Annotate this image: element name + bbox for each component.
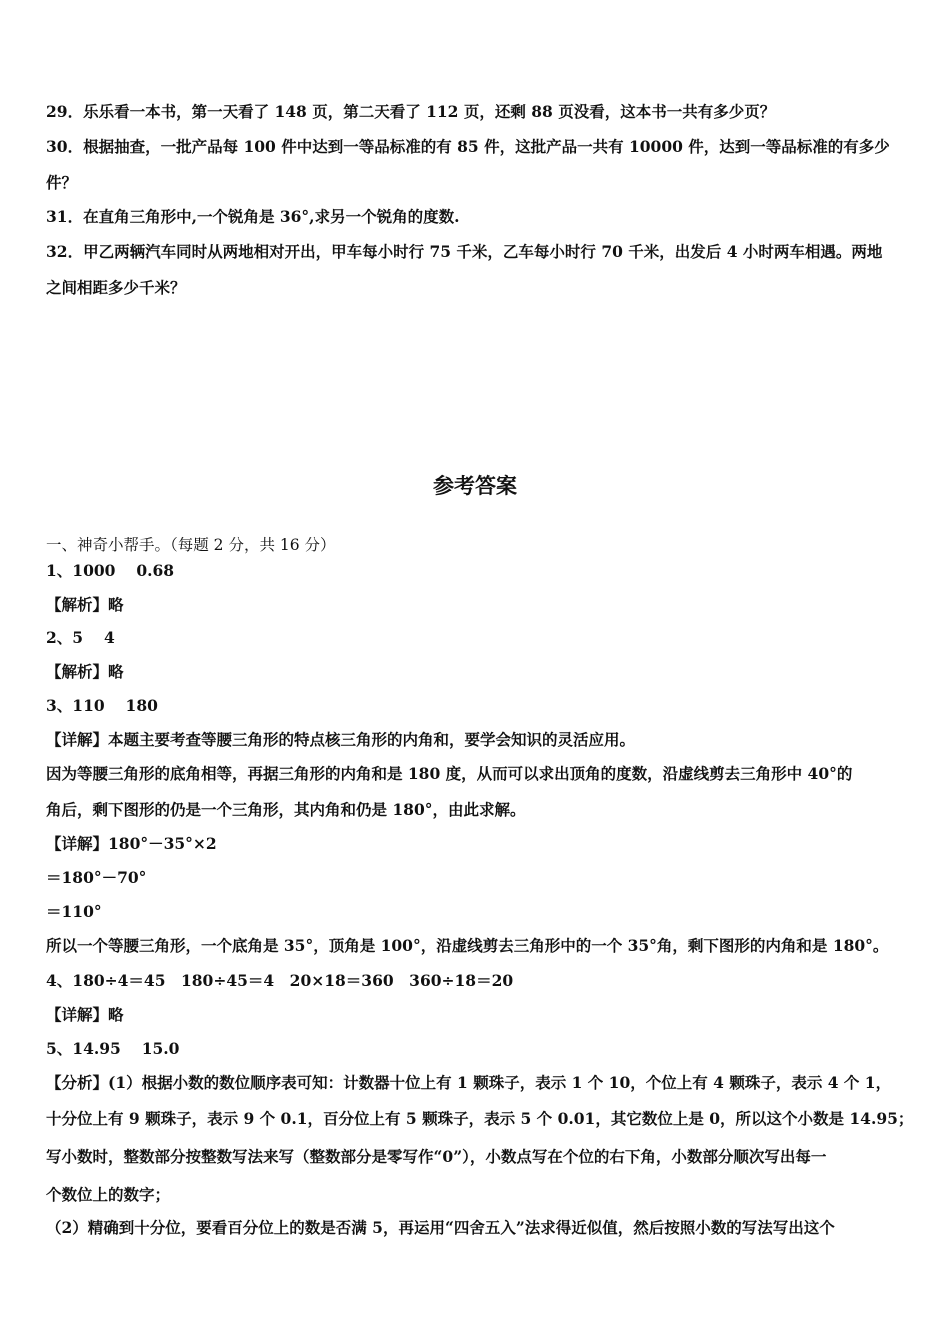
answer-5: 5、14.95 15.0 <box>46 1039 180 1058</box>
question-30: 30．根据抽查，一批产品每 100 件中达到一等品标准的有 85 件，这批产品一共有 10000 件，达到一等品标准的有多少 <box>46 137 890 156</box>
answer-4: 4、180÷4＝45 180÷45＝4 20×18＝360 360÷18＝20 <box>46 971 514 990</box>
answer-title: 参考答案 <box>433 473 517 498</box>
detail-3-calc3: ＝110° <box>46 902 102 921</box>
detail-3-conclusion: 所以一个等腰三角形，一个底角是 35°，顶角是 100°，沿虚线剪去三角形中的一个 35°角，剩下图形的内角和是 180°。 <box>46 936 889 955</box>
answer-2: 2、5 4 <box>46 628 115 647</box>
question-31: 31．在直角三角形中,一个锐角是 36°,求另一个锐角的度数. <box>46 207 460 226</box>
question-32: 32．甲乙两辆汽车同时从两地相对开出，甲车每小时行 75 千米，乙车每小时行 70 千米，出发后 4 小时两车相遇。两地 <box>46 242 883 261</box>
analysis-5-line1: 【分析】(1）根据小数的数位顺序表可知：计数器十位上有 1 颗珠子，表示 1 个 10，个位上有 4 颗珠子，表示 4 个 1， <box>46 1073 892 1092</box>
section-heading: 一、神奇小帮手。（每题 2 分，共 16 分） <box>46 536 336 554</box>
analysis-5-line5: （2）精确到十分位，要看百分位上的数是否满 5，再运用“四舍五入”法求得近似值，然后按照小数的写法写出这个 <box>46 1218 835 1237</box>
analysis-5-line2: 十分位上有 9 颗珠子，表示 9 个 0.1，百分位上有 5 颗珠子，表示 5 个 0.01，其它数位上是 0，所以这个小数是 14.95； <box>46 1109 914 1128</box>
detail-3-calc1: 【详解】180°－35°×2 <box>46 834 217 853</box>
analysis-5-line4: 个数位上的数字； <box>46 1185 171 1204</box>
question-32-cont: 之间相距多少千米？ <box>46 278 186 297</box>
question-29: 29．乐乐看一本书，第一天看了 148 页，第二天看了 112 页，还剩 88 页没看，这本书一共有多少页？ <box>46 102 776 121</box>
question-30-cont: 件？ <box>46 173 78 192</box>
analysis-2: 【解析】略 <box>46 662 124 681</box>
detail-3-line1: 因为等腰三角形的底角相等，再据三角形的内角和是 180 度，从而可以求出顶角的度数，沿虚线剪去三角形中 40°的 <box>46 764 853 783</box>
analysis-5-line3: 写小数时，整数部分按整数写法来写（整数部分是零写作“0”），小数点写在个位的右下角，小数部分顺次写出每一 <box>46 1147 827 1166</box>
answer-3: 3、110 180 <box>46 696 158 715</box>
detail-3-intro: 【详解】本题主要考查等腰三角形的特点核三角形的内角和，要学会知识的灵活应用。 <box>46 730 636 749</box>
detail-3-line2: 角后，剩下图形的仍是一个三角形，其内角和仍是 180°，由此求解。 <box>46 800 526 819</box>
detail-4: 【详解】略 <box>46 1005 124 1024</box>
detail-3-calc2: ＝180°－70° <box>46 868 147 887</box>
answer-1: 1、1000 0.68 <box>46 561 175 580</box>
analysis-1: 【解析】略 <box>46 595 124 614</box>
